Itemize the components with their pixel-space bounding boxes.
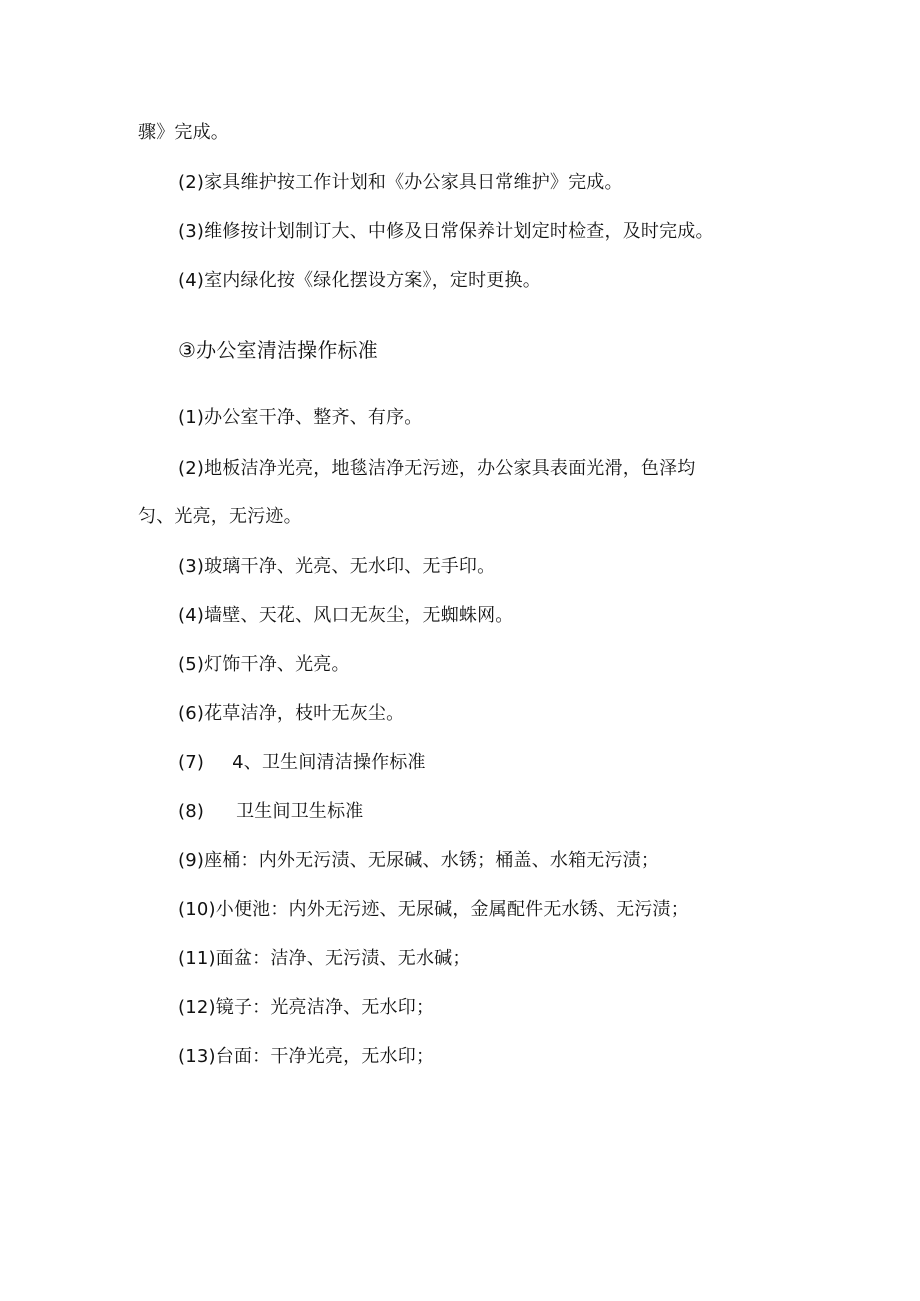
item-number: (8) <box>178 801 205 822</box>
paragraph-line: (1)办公室干净、整齐、有序。 <box>178 407 423 428</box>
paragraph-line: (5)灯饰干净、光亮。 <box>178 654 350 675</box>
paragraph-line: (12)镜子：光亮洁净、无水印； <box>178 997 435 1018</box>
paragraph-line: (3)玻璃干净、光亮、无水印、无手印。 <box>178 556 496 577</box>
paragraph-line: 匀、光亮，无污迹。 <box>138 506 302 527</box>
paragraph-line: (3)维修按计划制订大、中修及日常保养计划定时检查，及时完成。 <box>178 221 714 242</box>
paragraph-line: (4)室内绿化按《绿化摆设方案》，定时更换。 <box>178 270 541 291</box>
item-text: 4、卫生间清洁操作标准 <box>232 752 426 773</box>
paragraph-line: (9)座桶：内外无污渍、无尿碱、水锈；桶盖、水箱无污渍； <box>178 850 660 871</box>
list-item <box>178 751 426 775</box>
section-heading: ③办公室清洁操作标准 <box>178 338 378 362</box>
item-text: 卫生间卫生标准 <box>236 801 364 822</box>
paragraph-line: (4)墙壁、天花、风口无灰尘，无蜘蛛网。 <box>178 605 514 626</box>
item-number: (7) <box>178 752 205 773</box>
paragraph-line: (13)台面：干净光亮，无水印； <box>178 1046 435 1067</box>
paragraph-line: (2)家具维护按工作计划和《办公家具日常维护》完成。 <box>178 172 623 193</box>
paragraph-line: (11)面盆：洁净、无污渍、无水碱； <box>178 948 471 969</box>
list-item <box>178 800 364 824</box>
paragraph-line: (6)花草洁净，枝叶无灰尘。 <box>178 703 405 724</box>
paragraph-line: 骤》完成。 <box>138 122 229 143</box>
paragraph-line: (2)地板洁净光亮，地毯洁净无污迹，办公家具表面光滑，色泽均 <box>178 458 696 479</box>
paragraph-line: (10)小便池：内外无污迹、无尿碱，金属配件无水锈、无污渍； <box>178 899 689 920</box>
